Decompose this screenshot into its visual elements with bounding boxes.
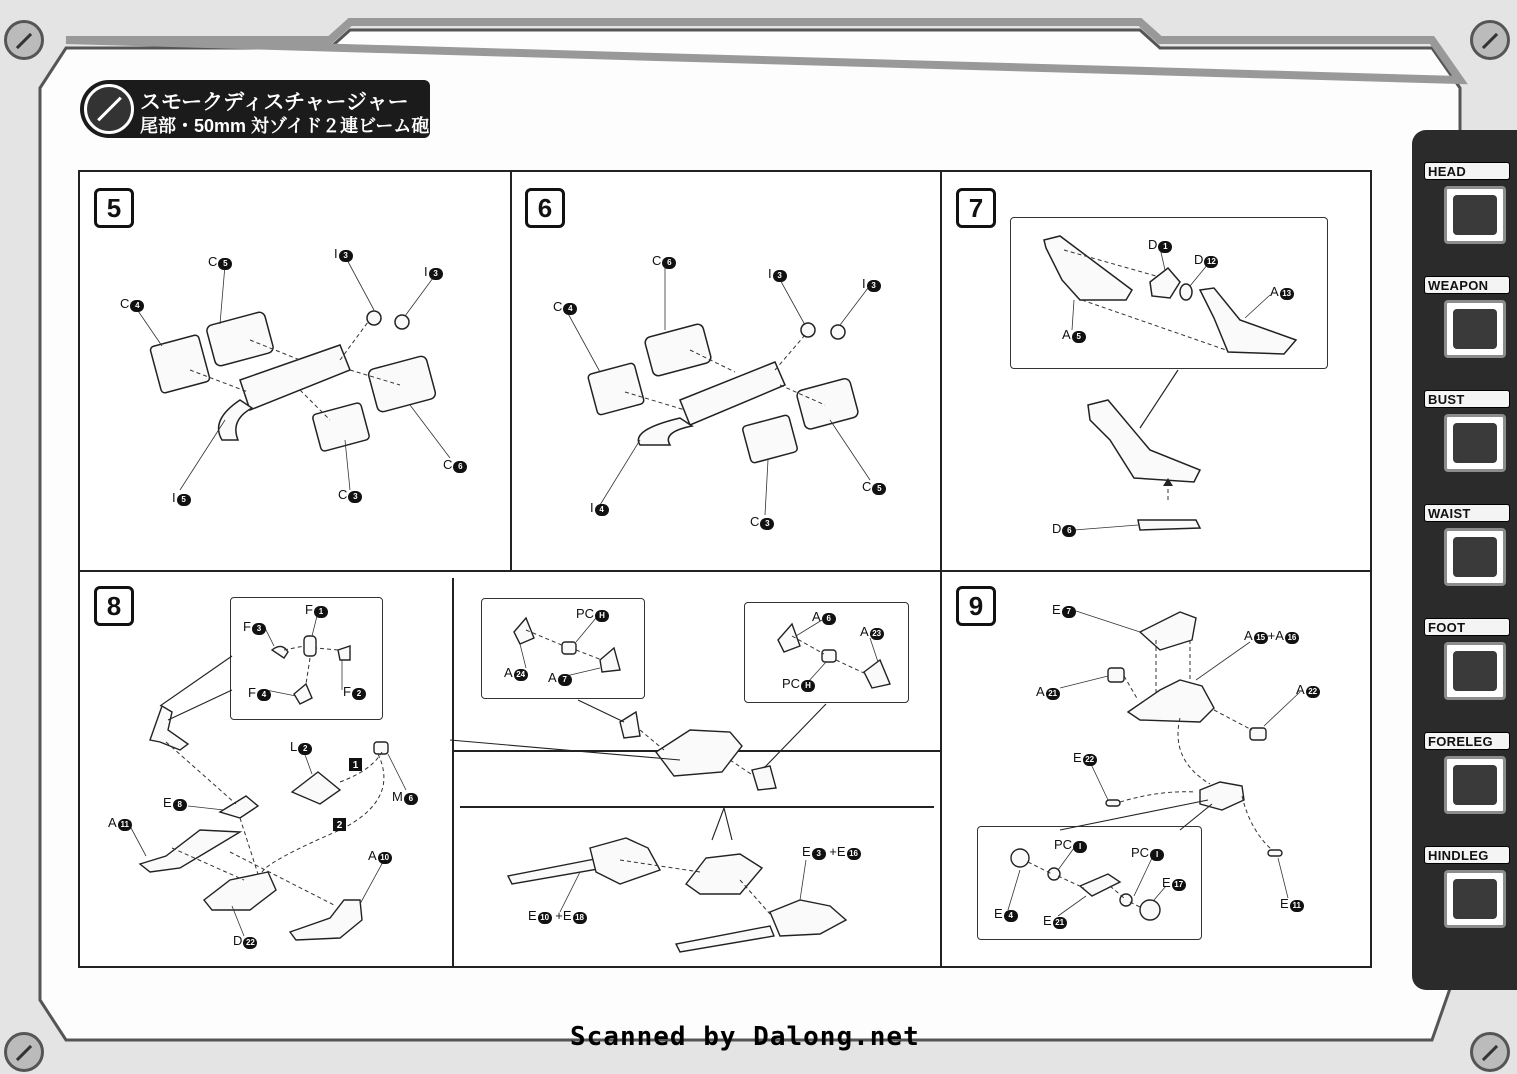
tab-label: HINDLEG xyxy=(1424,846,1510,864)
part-label: PC H xyxy=(576,606,609,622)
part-label: L 2 xyxy=(290,739,312,755)
part-label: C 5 xyxy=(862,479,886,495)
foreleg-thumbnail-icon xyxy=(1444,756,1506,814)
part-label: A 21 xyxy=(1036,684,1060,700)
part-label: I 3 xyxy=(334,246,353,262)
part-label: PC I xyxy=(1131,845,1164,861)
tab-label: WEAPON xyxy=(1424,276,1510,294)
part-label: PC I xyxy=(1054,837,1087,853)
tab-label: FORELEG xyxy=(1424,732,1510,750)
part-label: A 24 xyxy=(504,665,528,681)
tab-label: HEAD xyxy=(1424,162,1510,180)
part-label: E 4 xyxy=(994,906,1018,922)
waist-thumbnail-icon xyxy=(1444,528,1506,586)
part-label: D 1 xyxy=(1148,237,1172,253)
part-label: F 1 xyxy=(305,602,328,618)
part-label: I 3 xyxy=(862,276,881,292)
part-label: E 10 +E 18 xyxy=(528,908,587,924)
tab-bust[interactable] xyxy=(1424,390,1512,490)
scan-credit: Scanned by Dalong.net xyxy=(570,1022,920,1052)
weapon-thumbnail-icon xyxy=(1444,300,1506,358)
part-label: A 13 xyxy=(1270,284,1294,300)
part-label: A 6 xyxy=(812,609,836,625)
part-label: A 7 xyxy=(548,670,572,686)
tab-foreleg[interactable] xyxy=(1424,732,1512,832)
sequence-step-label: 2 xyxy=(336,820,343,831)
part-label: E 17 xyxy=(1162,875,1186,891)
step-number: 9 xyxy=(956,586,996,626)
part-label: F 3 xyxy=(243,619,266,635)
part-label: E 11 xyxy=(1280,896,1304,912)
part-label: A 22 xyxy=(1296,682,1320,698)
part-label: I 5 xyxy=(172,490,191,506)
part-label: A 10 xyxy=(368,848,392,864)
part-label: D 22 xyxy=(233,933,257,949)
tab-foot[interactable] xyxy=(1424,618,1512,718)
tab-label: WAIST xyxy=(1424,504,1510,522)
part-label: I 3 xyxy=(768,266,787,282)
tab-label: FOOT xyxy=(1424,618,1510,636)
hindleg-thumbnail-icon xyxy=(1444,870,1506,928)
section-title: スモークディスチャージャー xyxy=(140,91,409,114)
section-subtitle: 尾部・50mm 対ゾイド２連ビーム砲 xyxy=(140,116,430,136)
part-label: I 3 xyxy=(424,264,443,280)
part-label: F 2 xyxy=(343,684,366,700)
tab-waist[interactable] xyxy=(1424,504,1512,604)
tab-weapon[interactable] xyxy=(1424,276,1512,376)
part-label: C 4 xyxy=(120,296,144,312)
part-label: E 21 xyxy=(1043,913,1067,929)
part-label: C 3 xyxy=(750,514,774,530)
foot-thumbnail-icon xyxy=(1444,642,1506,700)
part-label: E 22 xyxy=(1073,750,1097,766)
part-label: I 4 xyxy=(590,500,609,516)
step-number: 5 xyxy=(94,188,134,228)
part-label: E 7 xyxy=(1052,602,1076,618)
step-number: 6 xyxy=(525,188,565,228)
bust-thumbnail-icon xyxy=(1444,414,1506,472)
part-label: A 23 xyxy=(860,624,884,640)
step-number: 8 xyxy=(94,586,134,626)
part-label: A 15 +A 16 xyxy=(1244,628,1299,644)
tab-head[interactable] xyxy=(1424,162,1512,262)
part-label: C 6 xyxy=(652,253,676,269)
part-label: C 5 xyxy=(208,254,232,270)
part-label: A 5 xyxy=(1062,327,1086,343)
part-label: A 11 xyxy=(108,815,132,831)
part-label: D 6 xyxy=(1052,521,1076,537)
part-label: C 6 xyxy=(443,457,467,473)
part-label: F 4 xyxy=(248,685,271,701)
sequence-step-label: 1 xyxy=(352,760,359,771)
part-label: M 6 xyxy=(392,789,418,805)
tab-hindleg[interactable] xyxy=(1424,846,1512,946)
part-label: C 4 xyxy=(553,299,577,315)
tab-label: BUST xyxy=(1424,390,1510,408)
part-label: C 3 xyxy=(338,487,362,503)
part-label: PC H xyxy=(782,676,815,692)
step-number: 7 xyxy=(956,188,996,228)
part-label: E 3 +E 16 xyxy=(802,844,861,860)
part-label: D 12 xyxy=(1194,252,1218,268)
part-label: E 8 xyxy=(163,795,187,811)
head-thumbnail-icon xyxy=(1444,186,1506,244)
